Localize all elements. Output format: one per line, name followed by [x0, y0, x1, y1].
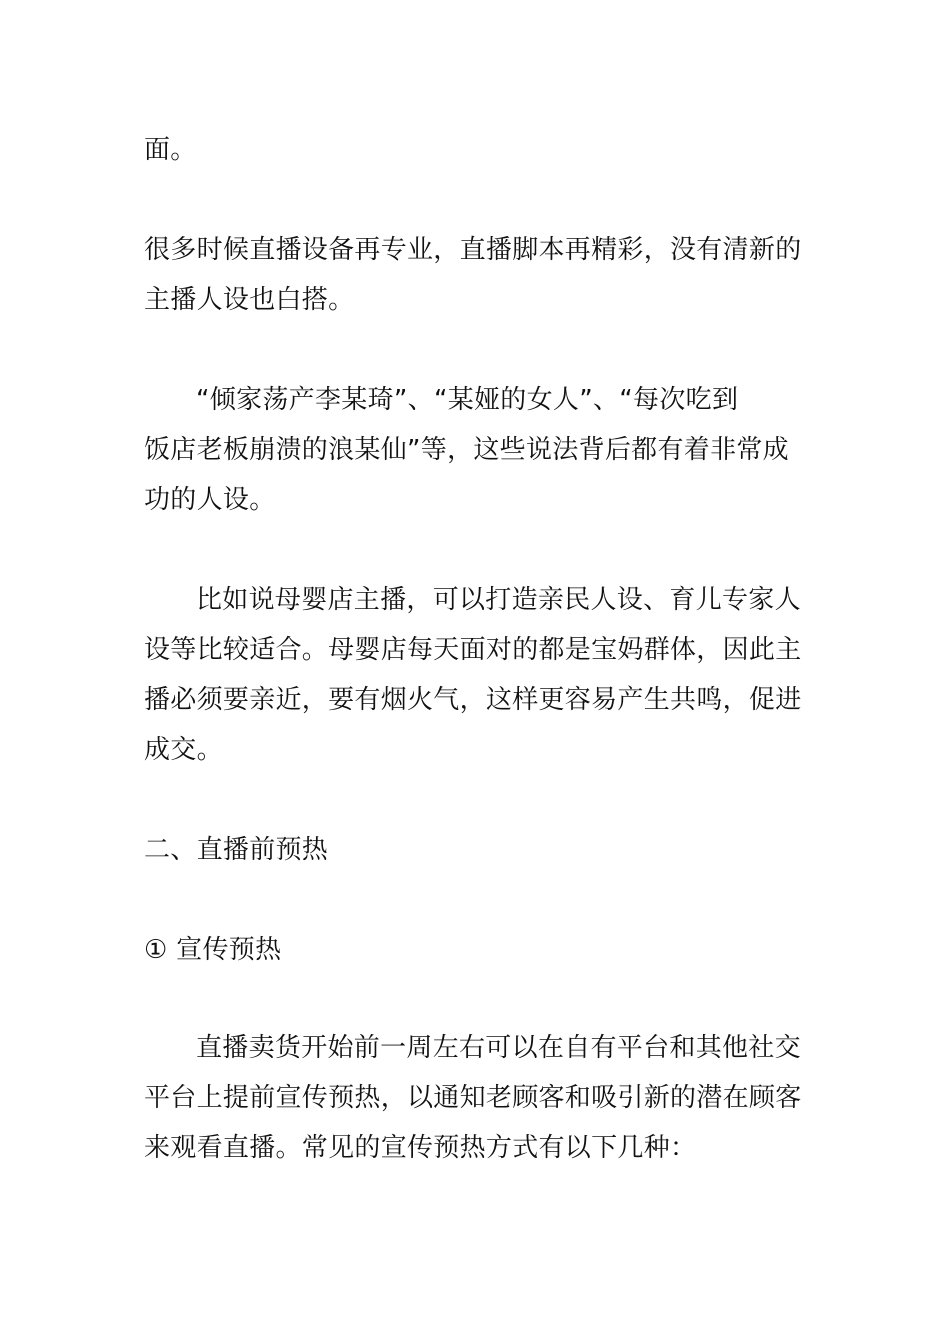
paragraph-line: 播必须要亲近，要有烟火气，这样更容易产生共鸣，促进	[144, 685, 802, 715]
paragraph-line: 很多时候直播设备再专业，直播脚本再精彩，没有清新的	[144, 235, 802, 265]
paragraph-line: 比如说母婴店主播，可以打造亲民人设、育儿专家人	[196, 585, 801, 615]
paragraph-line: 设等比较适合。母婴店每天面对的都是宝妈群体，因此主	[144, 635, 802, 665]
paragraph-line: 主播人设也白搭。	[144, 285, 355, 315]
subsection-heading: ① 宣传预热	[144, 935, 282, 965]
paragraph-line: 来观看直播。常见的宣传预热方式有以下几种：	[144, 1133, 697, 1163]
section-heading: 二、直播前预热	[144, 835, 329, 865]
paragraph-line: 直播卖货开始前一周左右可以在自有平台和其他社交	[196, 1033, 801, 1063]
paragraph-line: 成交。	[144, 735, 223, 765]
paragraph-line: 平台上提前宣传预热，以通知老顾客和吸引新的潜在顾客	[144, 1083, 802, 1113]
paragraph-line: 功的人设。	[144, 485, 276, 515]
paragraph-line: “倾家荡产李某琦”、“某娅的女人”、“每次吃到	[196, 385, 739, 415]
paragraph-line: 饭店老板崩溃的浪某仙”等，这些说法背后都有着非常成	[144, 435, 789, 465]
paragraph-line: 面。	[144, 135, 197, 165]
